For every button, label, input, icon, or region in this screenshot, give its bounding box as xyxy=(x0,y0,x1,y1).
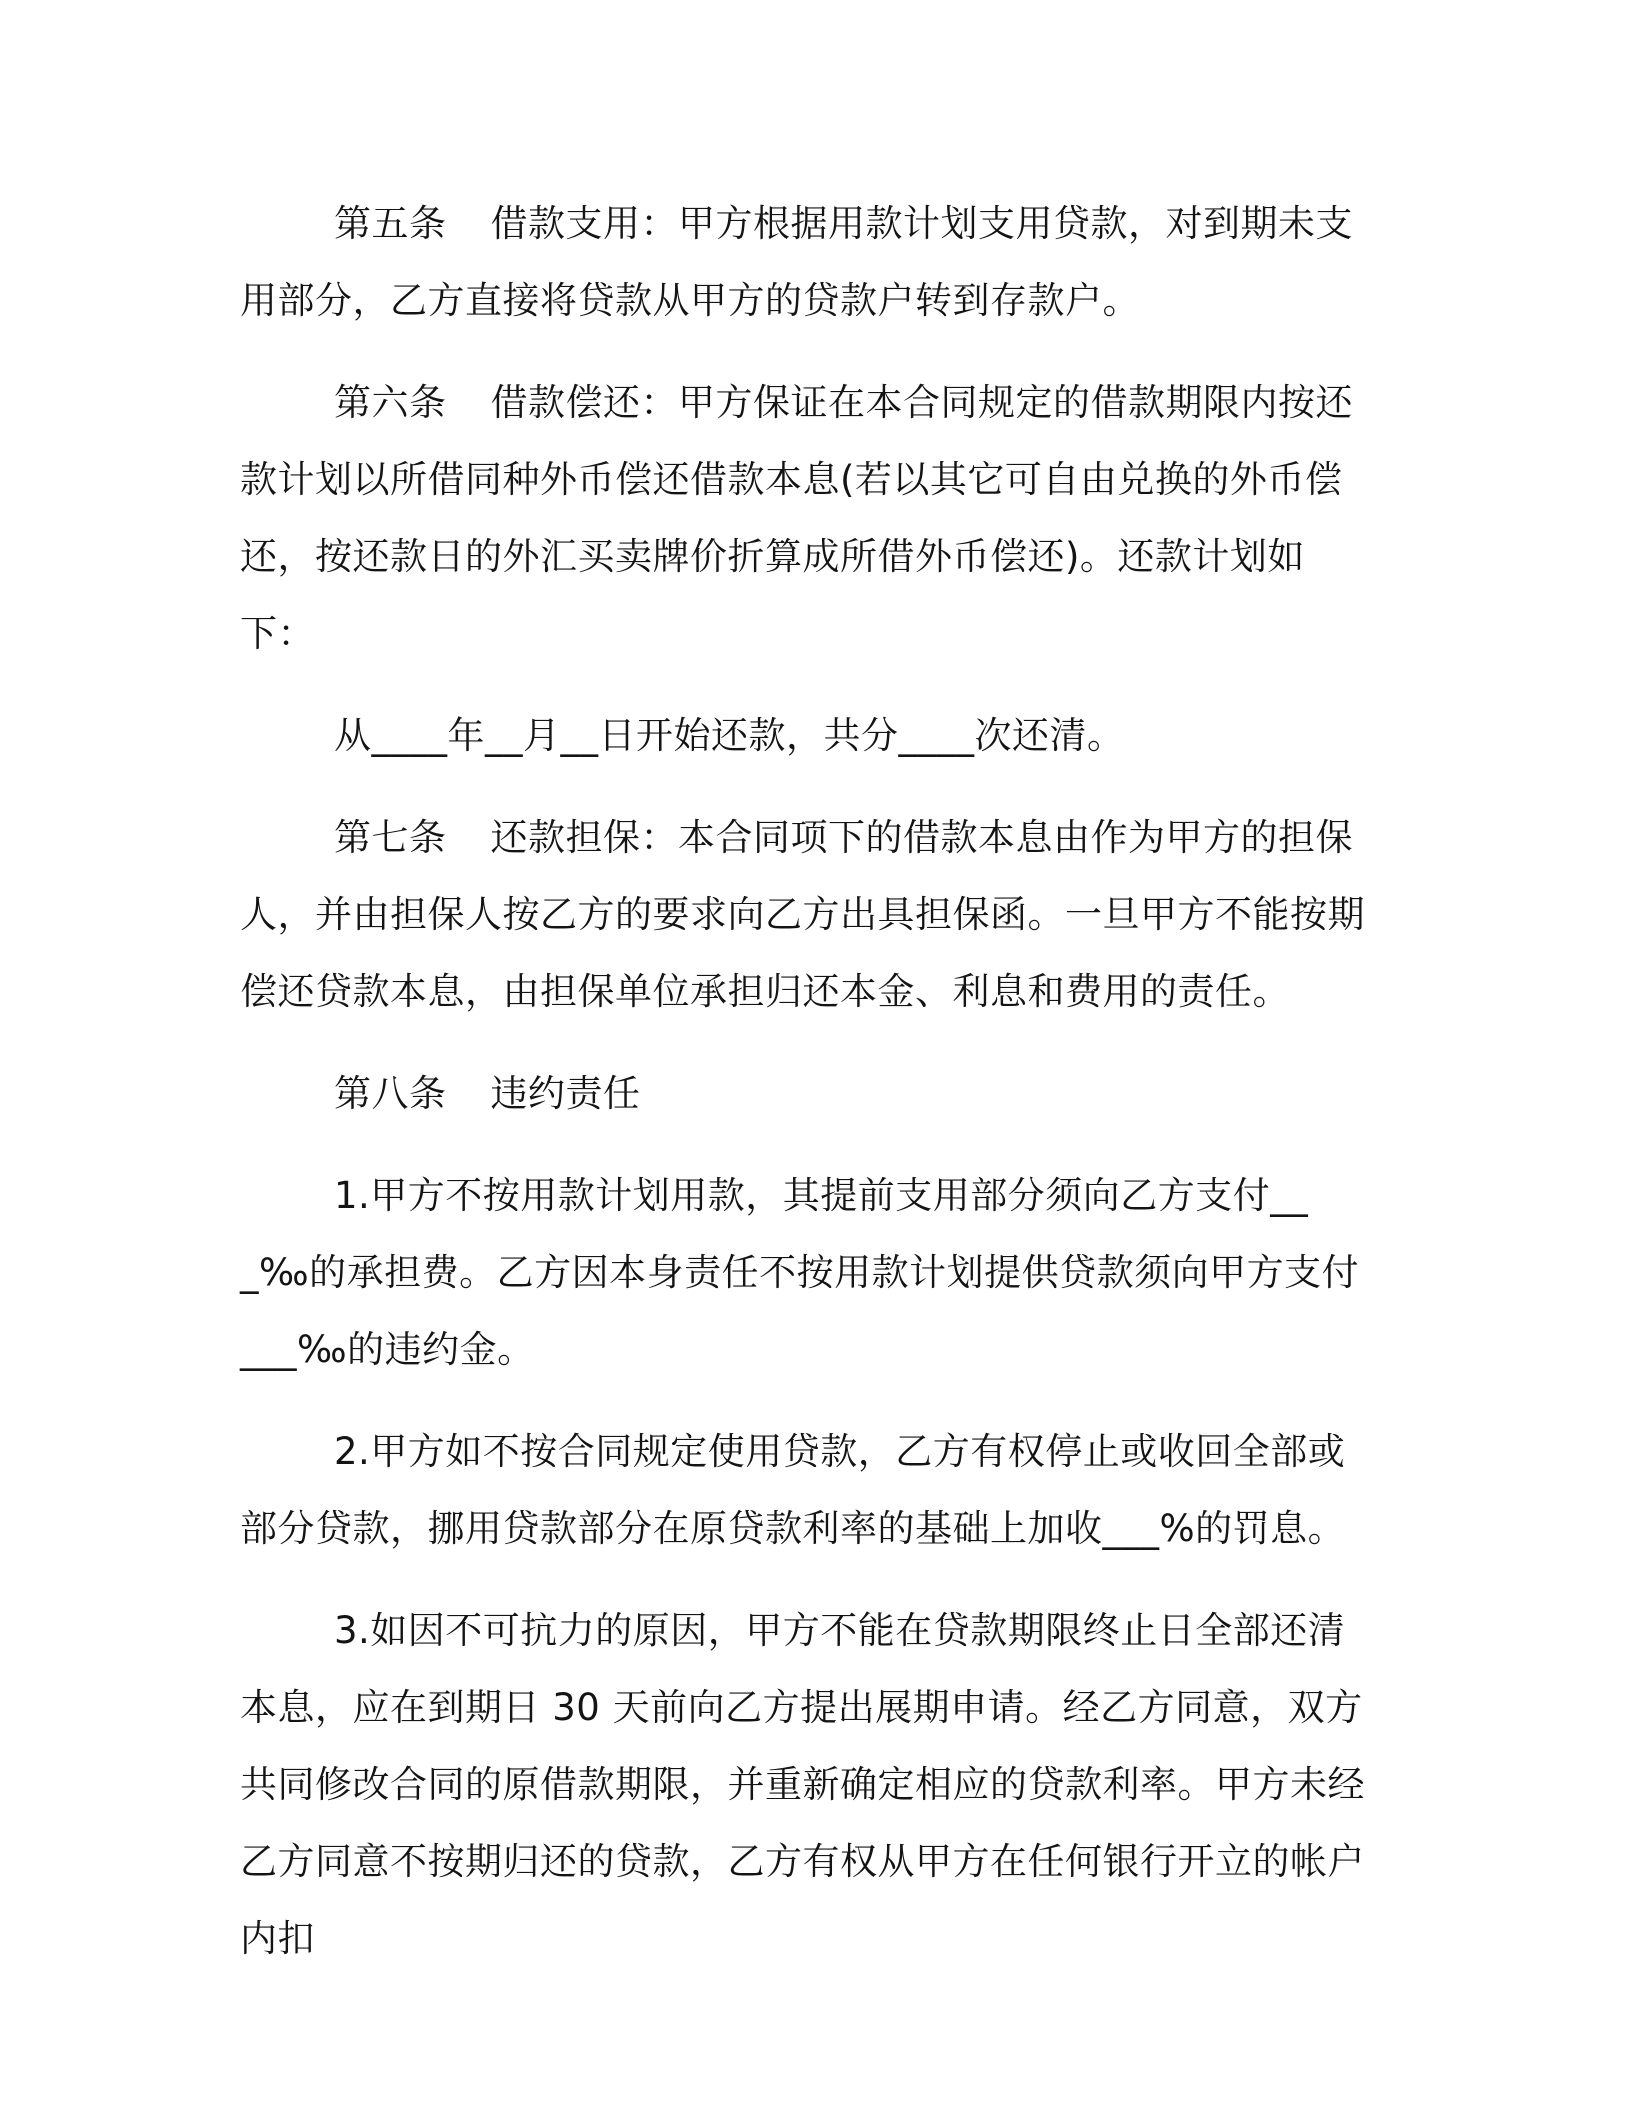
article-7-text: 还款担保：本合同项下的借款本息由作为甲方的担保人，并由担保人按乙方的要求向乙方出具担保函。一旦甲方不能按期偿还贷款本息，由担保单位承担归还本金、利息和费用的责任。 xyxy=(240,816,1365,1013)
article-5-text: 借款支用：甲方根据用款计划支用贷款，对到期未支用部分，乙方直接将贷款从甲方的贷款户转到存款户。 xyxy=(240,202,1353,322)
article-6 xyxy=(240,364,1374,672)
repayment-schedule-text: 从____年__月__日开始还款，共分____次还清。 xyxy=(334,714,1125,757)
clause-8-1 xyxy=(240,1157,1374,1388)
article-5-heading: 第五条 xyxy=(334,202,447,245)
article-6-heading: 第六条 xyxy=(334,381,447,424)
article-8 xyxy=(240,1055,1374,1132)
clause-8-1-text: 1.甲方不按用款计划用款，其提前支用部分须向乙方支付___‰的承担费。乙方因本身责任不按用款计划提供贷款须向甲方支付___‰的违约金。 xyxy=(240,1174,1360,1371)
clause-8-3-text: 3.如因不可抗力的原因，甲方不能在贷款期限终止日全部还清本息，应在到期日 30 天前向乙方提出展期申请。经乙方同意，双方共同修改合同的原借款期限，并重新确定相应的贷款利率。甲方未经乙方同意不按期归还的贷款，乙方有权从甲方在任何银行开立的帐户内扣 xyxy=(240,1609,1365,1960)
document-body xyxy=(240,185,1374,2002)
article-7-heading: 第七条 xyxy=(334,816,447,859)
clause-8-2 xyxy=(240,1413,1374,1567)
article-7 xyxy=(240,799,1374,1030)
article-8-title: 违约责任 xyxy=(490,1072,641,1115)
repayment-schedule xyxy=(240,697,1374,774)
clause-8-2-text: 2.甲方如不按合同规定使用贷款，乙方有权停止或收回全部或部分贷款，挪用贷款部分在原贷款利率的基础上加收___%的罚息。 xyxy=(240,1430,1346,1550)
clause-8-3 xyxy=(240,1592,1374,1977)
article-6-text: 借款偿还：甲方保证在本合同规定的借款期限内按还款计划以所借同种外币偿还借款本息(若以其它可自由兑换的外币偿还，按还款日的外汇买卖牌价折算成所借外币偿还)。还款计划如下： xyxy=(240,381,1353,655)
article-5 xyxy=(240,185,1374,339)
article-8-heading: 第八条 xyxy=(334,1072,447,1115)
